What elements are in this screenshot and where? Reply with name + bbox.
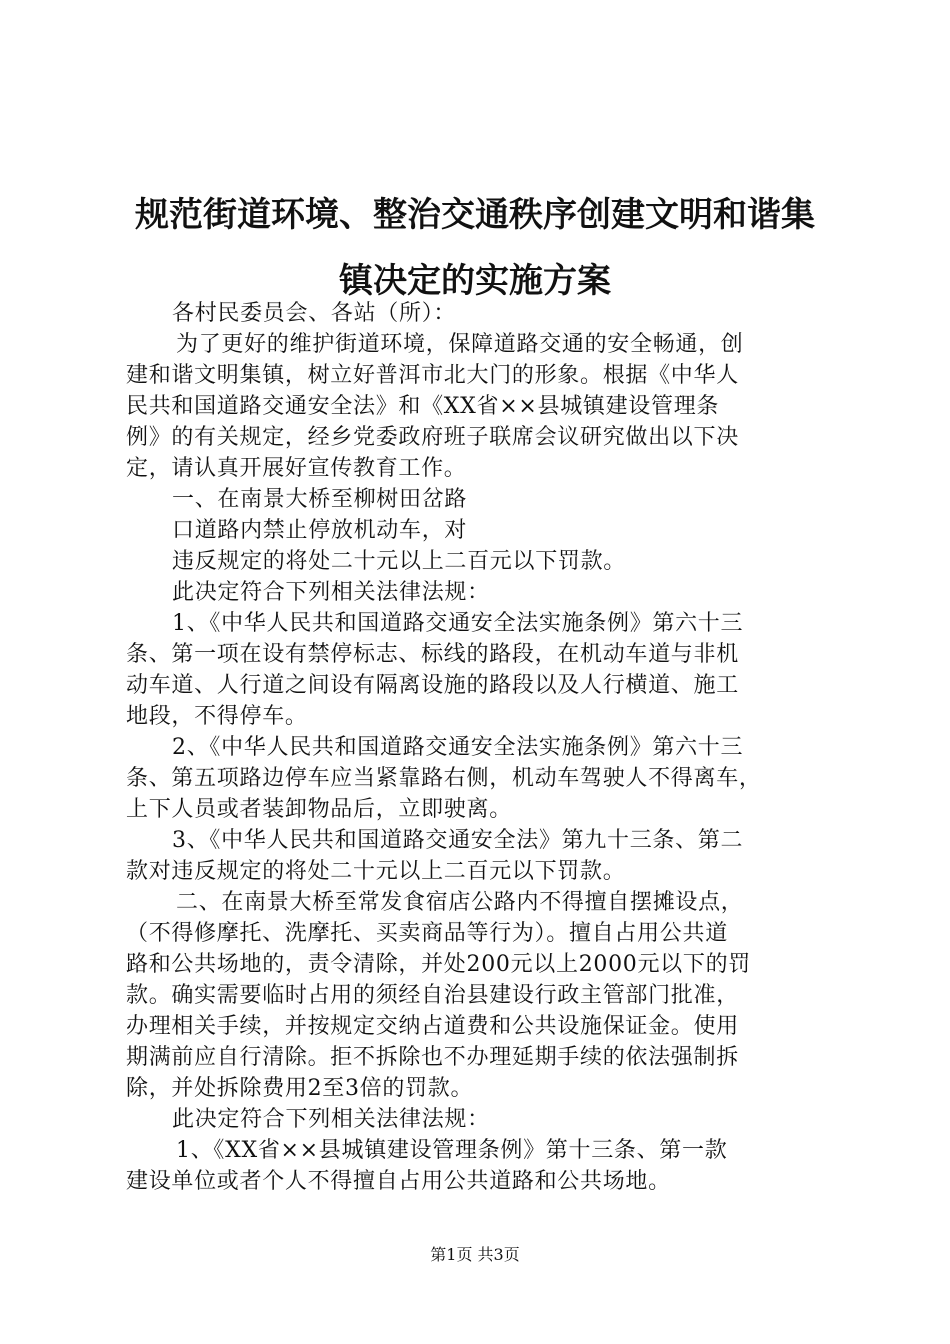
paragraph-line: 此决定符合下列相关法律法规： (172, 1107, 490, 1132)
paragraph-line: 民共和国道路交通安全法》和《XX省××县城镇建设管理条 (126, 394, 720, 419)
document-title (100, 182, 850, 314)
paragraph-line: 定，请认真开展好宣传教育工作。 (126, 456, 467, 481)
salutation: 各村民委员会、各站（所）： (172, 301, 457, 326)
paragraph-line: 为了更好的维护街道环境，保障道路交通的安全畅通，创 (176, 332, 744, 357)
page-number-footer: 第1页 共3页 (430, 1245, 520, 1264)
paragraph-line: 上下人员或者装卸物品后，立即驶离。 (126, 797, 512, 822)
paragraph-line: （不得修摩托、洗摩托、买卖商品等行为）。擅自占用公共道 (126, 921, 728, 946)
section-heading: 一、在南景大桥至柳树田岔路 (172, 487, 468, 512)
paragraph-line: 3、《中华人民共和国道路交通安全法》第九十三条、第二 (172, 828, 744, 853)
paragraph-line: 建和谐文明集镇，树立好普洱市北大门的形象。根据《中华人 (126, 363, 739, 388)
paragraph-line: 地段，不得停车。 (126, 704, 308, 729)
paragraph-line: 2、《中华人民共和国道路交通安全法实施条例》第六十三 (172, 735, 744, 760)
paragraph-line: 动车道、人行道之间设有隔离设施的路段以及人行横道、施工 (126, 673, 739, 698)
paragraph-line: 1、《中华人民共和国道路交通安全法实施条例》第六十三 (172, 611, 744, 636)
paragraph-line: 办理相关手续，并按规定交纳占道费和公共设施保证金。使用 (126, 1014, 739, 1039)
paragraph-line: 条、第一项在设有禁停标志、标线的路段，在机动车道与非机 (126, 642, 739, 667)
paragraph-line: 期满前应自行清除。拒不拆除也不办理延期手续的依法强制拆 (126, 1045, 739, 1070)
paragraph-line: 违反规定的将处二十元以上二百元以下罚款。 (172, 549, 627, 574)
document-body (126, 298, 838, 1197)
paragraph-line: 款对违反规定的将处二十元以上二百元以下罚款。 (126, 859, 626, 884)
paragraph-line: 建设单位或者个人不得擅自占用公共道路和公共场地。 (126, 1169, 671, 1194)
title-line-1: 规范街道环境、整治交通秩序创建文明和谐集 (135, 195, 815, 235)
paragraph-line: 条、第五项路边停车应当紧靠路右侧，机动车驾驶人不得离车， (126, 766, 762, 791)
paragraph-line: 款。确实需要临时占用的须经自治县建设行政主管部门批准， (126, 983, 739, 1008)
paragraph-line: 此决定符合下列相关法律法规： (172, 580, 490, 605)
paragraph-line: 路和公共场地的，责令清除，并处200元以上2000元以下的罚 (126, 952, 751, 977)
paragraph-line: 例》的有关规定，经乡党委政府班子联席会议研究做出以下决 (126, 425, 739, 450)
section-heading: 二、在南景大桥至常发食宿店公路内不得擅自摆摊设点， (176, 890, 744, 915)
paragraph-line: 除，并处拆除费用2至3倍的罚款。 (126, 1076, 474, 1101)
paragraph-line: 1、《XX省××县城镇建设管理条例》第十三条、第一款 (176, 1138, 728, 1163)
title-line-2: 镇决定的实施方案 (339, 261, 611, 301)
paragraph-line: 口道路内禁止停放机动车，对 (172, 518, 468, 543)
